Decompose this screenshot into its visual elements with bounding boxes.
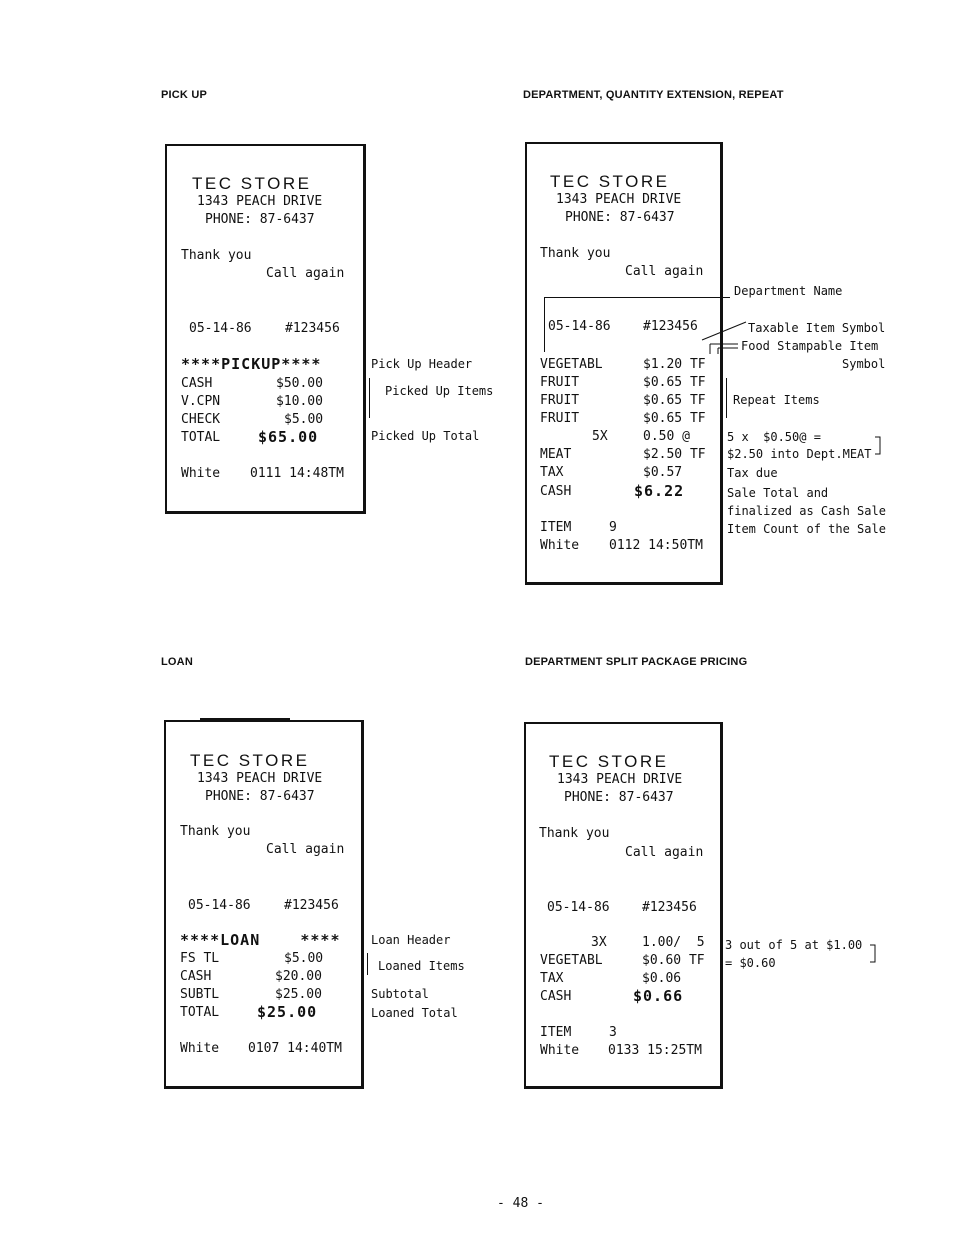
dept-row-label: TAX	[540, 465, 564, 480]
store-name: TEC STORE	[550, 172, 670, 191]
pickup-vcpn-label: V.CPN	[181, 394, 221, 409]
dept-row-value: $0.65 TF	[643, 393, 706, 408]
dept-name-pointer-line	[544, 297, 730, 298]
section-title-loan: LOAN	[161, 656, 193, 668]
receipt-date: 05-14-86	[189, 321, 252, 336]
store-phone: PHONE: 87-6437	[564, 790, 674, 805]
pickup-vcpn-value: $10.00	[276, 394, 323, 409]
dept-row-label: CASH	[540, 484, 572, 499]
repeat-items-brace	[726, 378, 727, 418]
loan-cash-value: $20.00	[275, 969, 322, 984]
note-loan-header: Loan Header	[371, 933, 451, 947]
split-tax-label: TAX	[540, 971, 564, 986]
receipt-number: #123456	[284, 898, 339, 913]
store-phone: PHONE: 87-6437	[205, 212, 315, 227]
split-veg-label: VEGETABL	[540, 953, 603, 968]
dept-row-value: $6.22	[634, 482, 685, 500]
dept-item-label: ITEM	[540, 520, 572, 535]
dept-item-value: 9	[609, 520, 617, 535]
pickup-items-brace	[369, 378, 370, 418]
store-name: TEC STORE	[192, 174, 312, 193]
dept-row-value: $0.57	[643, 465, 683, 480]
pickup-footer-code: 0111 14:48TM	[250, 466, 344, 481]
page-number: - 48 -	[497, 1196, 544, 1211]
pickup-total-label: TOTAL	[181, 430, 221, 445]
receipt-number: #123456	[285, 321, 340, 336]
dept-row-value: $1.20 TF	[643, 357, 706, 372]
section-title-pickup: PICK UP	[161, 89, 208, 101]
loan-cash-label: CASH	[180, 969, 212, 984]
dept-footer-code: 0112 14:50TM	[609, 538, 703, 553]
receipt-number: #123456	[643, 319, 698, 334]
pickup-total-value: $65.00	[258, 428, 319, 446]
thanks-text: Thank you	[181, 248, 252, 263]
section-title-dept: DEPARTMENT, QUANTITY EXTENSION, REPEAT	[523, 89, 784, 101]
split-tax-value: $0.06	[642, 971, 682, 986]
note-loan-subtotal: Subtotal	[371, 987, 429, 1001]
loan-header: ****LOAN ****	[180, 931, 341, 949]
dept-row-value: 0.50 @	[643, 429, 690, 444]
loan-fs-value: $5.00	[284, 951, 324, 966]
split-item-value: 3	[609, 1025, 617, 1040]
store-address: 1343 PEACH DRIVE	[197, 194, 323, 209]
note-pickup-items: Picked Up Items	[385, 384, 494, 398]
note-pickup-header: Pick Up Header	[371, 357, 473, 371]
loan-receipt-tear-mark	[200, 718, 290, 722]
note-split-2: = $0.60	[725, 956, 776, 970]
split-cash-label: CASH	[540, 989, 572, 1004]
dept-row-label: MEAT	[540, 447, 572, 462]
note-count: Item Count of the Sale	[727, 522, 886, 536]
store-address: 1343 PEACH DRIVE	[556, 192, 682, 207]
dept-row-value: $0.65 TF	[643, 411, 706, 426]
note-repeat: Repeat Items	[733, 393, 820, 407]
note-split-1: 3 out of 5 at $1.00	[725, 938, 863, 952]
split-veg-value: $0.60 TF	[642, 953, 705, 968]
pickup-header: ****PICKUP****	[181, 355, 322, 373]
pickup-cash-label: CASH	[181, 376, 213, 391]
dept-row-label: FRUIT	[540, 411, 580, 426]
note-qty-1: 5 x $0.50@ =	[727, 430, 821, 444]
split-bracket	[869, 944, 877, 964]
split-footer-name: White	[540, 1043, 580, 1058]
note-sale-1: Sale Total and	[727, 486, 829, 500]
pickup-cash-value: $50.00	[276, 376, 323, 391]
store-name: TEC STORE	[190, 751, 310, 770]
pickup-check-label: CHECK	[181, 412, 221, 427]
loan-footer-name: White	[180, 1041, 220, 1056]
dept-name-pointer-line	[544, 297, 545, 352]
loan-total-label: TOTAL	[180, 1005, 220, 1020]
loan-items-brace	[367, 953, 368, 975]
receipt-date: 05-14-86	[548, 319, 611, 334]
note-food: Food Stampable Item	[741, 339, 879, 353]
loan-subtl-value: $25.00	[275, 987, 322, 1002]
receipt-number: #123456	[642, 900, 697, 915]
thanks-text: Thank you	[540, 246, 611, 261]
again-text: Call again	[625, 264, 704, 279]
dept-row-label: FRUIT	[540, 393, 580, 408]
receipt-date: 05-14-86	[547, 900, 610, 915]
loan-subtl-label: SUBTL	[180, 987, 220, 1002]
store-name: TEC STORE	[549, 752, 669, 771]
note-symbol: Symbol	[842, 357, 886, 371]
note-qty-2: $2.50 into Dept.MEAT	[727, 447, 872, 461]
pickup-footer-name: White	[181, 466, 221, 481]
dept-row-value: $0.65 TF	[643, 375, 706, 390]
note-dept-name: Department Name	[734, 284, 843, 298]
note-loan-total: Loaned Total	[371, 1006, 458, 1020]
pickup-check-value: $5.00	[284, 412, 324, 427]
dept-row-label: 5X	[592, 429, 608, 444]
store-phone: PHONE: 87-6437	[205, 789, 315, 804]
note-taxable: Taxable Item Symbol	[748, 321, 886, 335]
again-text: Call again	[625, 845, 704, 860]
loan-footer-code: 0107 14:40TM	[248, 1041, 342, 1056]
split-qty-label: 3X	[591, 935, 607, 950]
store-phone: PHONE: 87-6437	[565, 210, 675, 225]
dept-row-label: VEGETABL	[540, 357, 603, 372]
dept-footer-name: White	[540, 538, 580, 553]
loan-fs-label: FS TL	[180, 951, 220, 966]
section-title-split: DEPARTMENT SPLIT PACKAGE PRICING	[525, 656, 748, 668]
dept-row-value: $2.50 TF	[643, 447, 706, 462]
store-address: 1343 PEACH DRIVE	[557, 772, 683, 787]
again-text: Call again	[266, 842, 345, 857]
split-cash-value: $0.66	[633, 987, 684, 1005]
loan-total-value: $25.00	[257, 1003, 318, 1021]
thanks-text: Thank you	[539, 826, 610, 841]
split-footer-code: 0133 15:25TM	[608, 1043, 702, 1058]
note-tax: Tax due	[727, 466, 778, 480]
note-sale-2: finalized as Cash Sale	[727, 504, 886, 518]
store-address: 1343 PEACH DRIVE	[197, 771, 323, 786]
again-text: Call again	[266, 266, 345, 281]
dept-row-label: FRUIT	[540, 375, 580, 390]
split-qty-value: 1.00/ 5	[642, 935, 705, 950]
qty-bracket	[874, 436, 882, 456]
split-item-label: ITEM	[540, 1025, 572, 1040]
note-pickup-total: Picked Up Total	[371, 429, 480, 443]
receipt-date: 05-14-86	[188, 898, 251, 913]
thanks-text: Thank you	[180, 824, 251, 839]
note-loan-items: Loaned Items	[378, 959, 465, 973]
